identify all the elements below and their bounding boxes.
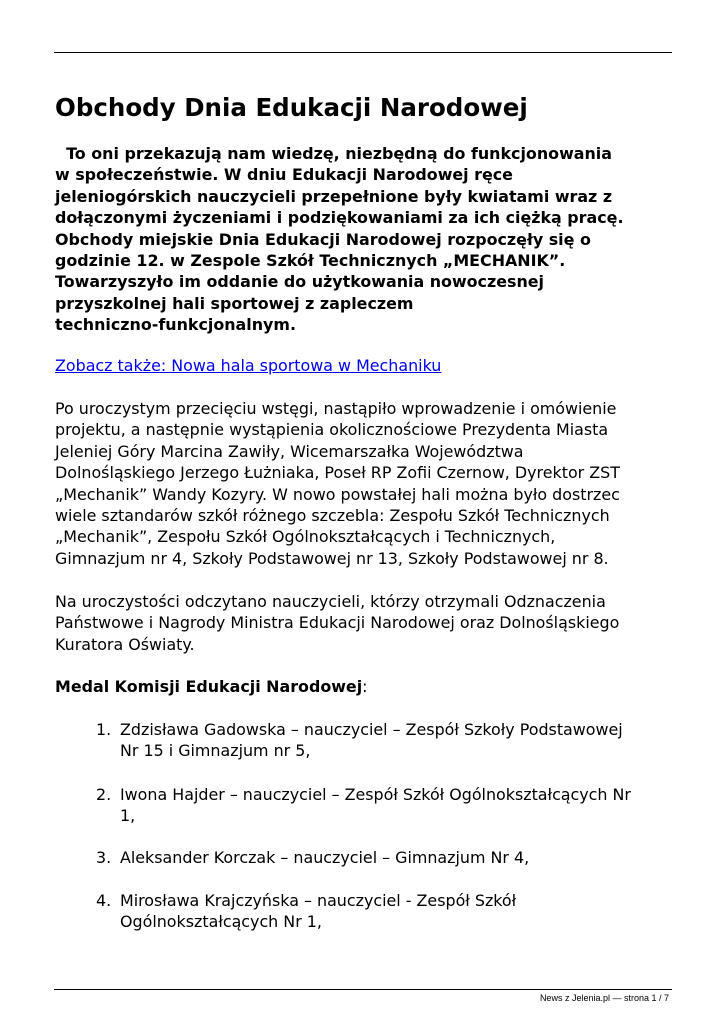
paragraph-line: Jeleniej Góry Marcina Zawiły, Wicemarszałka Województwa xyxy=(55,441,524,461)
paragraph-line: „Mechanik” Wandy Kozyry. W nowo powstałej hali można było dostrzec xyxy=(55,484,620,504)
lead-line: techniczno-funkcjonalnym. xyxy=(55,315,296,335)
paragraph-line: wiele sztandarów szkół różnego szczebla: Zespołu Szkół Technicznych xyxy=(55,506,610,526)
lead-line: To oni przekazują nam wiedzę, niezbędną do funkcjonowania xyxy=(55,144,612,163)
paragraph-line: Gimnazjum nr 4, Szkoły Podstawowej nr 13, Szkoły Podstawowej nr 8. xyxy=(55,548,609,568)
lead-line: Towarzyszyło im oddanie do użytkowania nowoczesnej xyxy=(55,272,544,292)
lead-line: dołączonymi życzeniami i podziękowaniami za ich ciężką pracę. xyxy=(55,208,624,228)
lead-line: godzinie 12. w Zespole Szkół Technicznych „MECHANIK”. xyxy=(55,251,566,271)
list-item-line: Nr 15 i Gimnazjum nr 5, xyxy=(120,741,311,761)
paragraph-line: Państwowe i Nagrody Ministra Edukacji Narodowej oraz Dolnośląskiego xyxy=(55,613,620,633)
paragraph-line: Po uroczystym przecięciu wstęgi, nastąpiło wprowadzenie i omówienie xyxy=(55,399,617,418)
paragraph-line: „Mechanik”, Zespołu Szkół Ogólnokształcących i Technicznych, xyxy=(55,527,556,547)
list-item-text xyxy=(120,719,623,762)
article-paragraph xyxy=(55,591,619,655)
lead-line: przyszkolnej hali sportowej z zapleczem xyxy=(55,293,414,313)
see-also-link[interactable]: Zobacz także: Nowa hala sportowa w Mechaniku xyxy=(55,356,442,375)
medal-heading xyxy=(55,676,368,698)
paragraph-line: Dolnośląskiego Jerzego Łużniaka, Poseł RP Zofii Czernow, Dyrektor ZST xyxy=(55,463,620,483)
list-item-line: Zdzisława Gadowska – nauczyciel – Zespół Szkoły Podstawowej xyxy=(120,720,623,739)
footer-divider xyxy=(54,989,672,990)
list-item-line: 1, xyxy=(120,806,136,826)
article-title: Obchody Dnia Edukacji Narodowej xyxy=(55,93,528,122)
list-item-number: 4. xyxy=(96,891,112,910)
paragraph-line: Na uroczystości odczytano nauczycieli, którzy otrzymali Odznaczenia xyxy=(55,592,606,611)
list-item-line: Ogólnokształcących Nr 1, xyxy=(120,912,322,932)
list-item-line: Mirosława Krajczyńska – nauczyciel - Zespół Szkół xyxy=(120,891,517,910)
lead-line: Obchody miejskie Dnia Edukacji Narodowej rozpoczęły się o xyxy=(55,229,591,249)
page-footer: News z Jelenia.pl — strona 1 / 7 xyxy=(539,993,669,1003)
list-item-text xyxy=(120,784,631,827)
list-item-line: Iwona Hajder – nauczyciel – Zespół Szkół Ogólnokształcących Nr xyxy=(120,785,631,804)
list-item-text xyxy=(120,847,529,868)
list-item-line: Aleksander Korczak – nauczyciel – Gimnazjum Nr 4, xyxy=(120,848,530,867)
list-item-number: 1. xyxy=(96,720,112,739)
medal-heading-text: Medal Komisji Edukacji Narodowej xyxy=(55,677,363,696)
lead-line: jeleniogórskich nauczycieli przepełnione były kwiatami wraz z xyxy=(55,186,613,206)
article-paragraph xyxy=(55,398,620,569)
article-lead xyxy=(55,143,680,336)
list-item-text xyxy=(120,890,516,933)
header-divider xyxy=(54,52,672,53)
paragraph-line: projektu, a następnie wystąpienia okolicznościowe Prezydenta Miasta xyxy=(55,420,609,440)
medal-heading-colon: : xyxy=(362,677,368,696)
paragraph-line: Kuratora Oświaty. xyxy=(55,634,195,654)
lead-line: w społeczeństwie. W dniu Edukacji Narodowej ręce xyxy=(55,165,513,185)
list-item-number: 3. xyxy=(96,848,112,867)
list-item-number: 2. xyxy=(96,785,112,804)
